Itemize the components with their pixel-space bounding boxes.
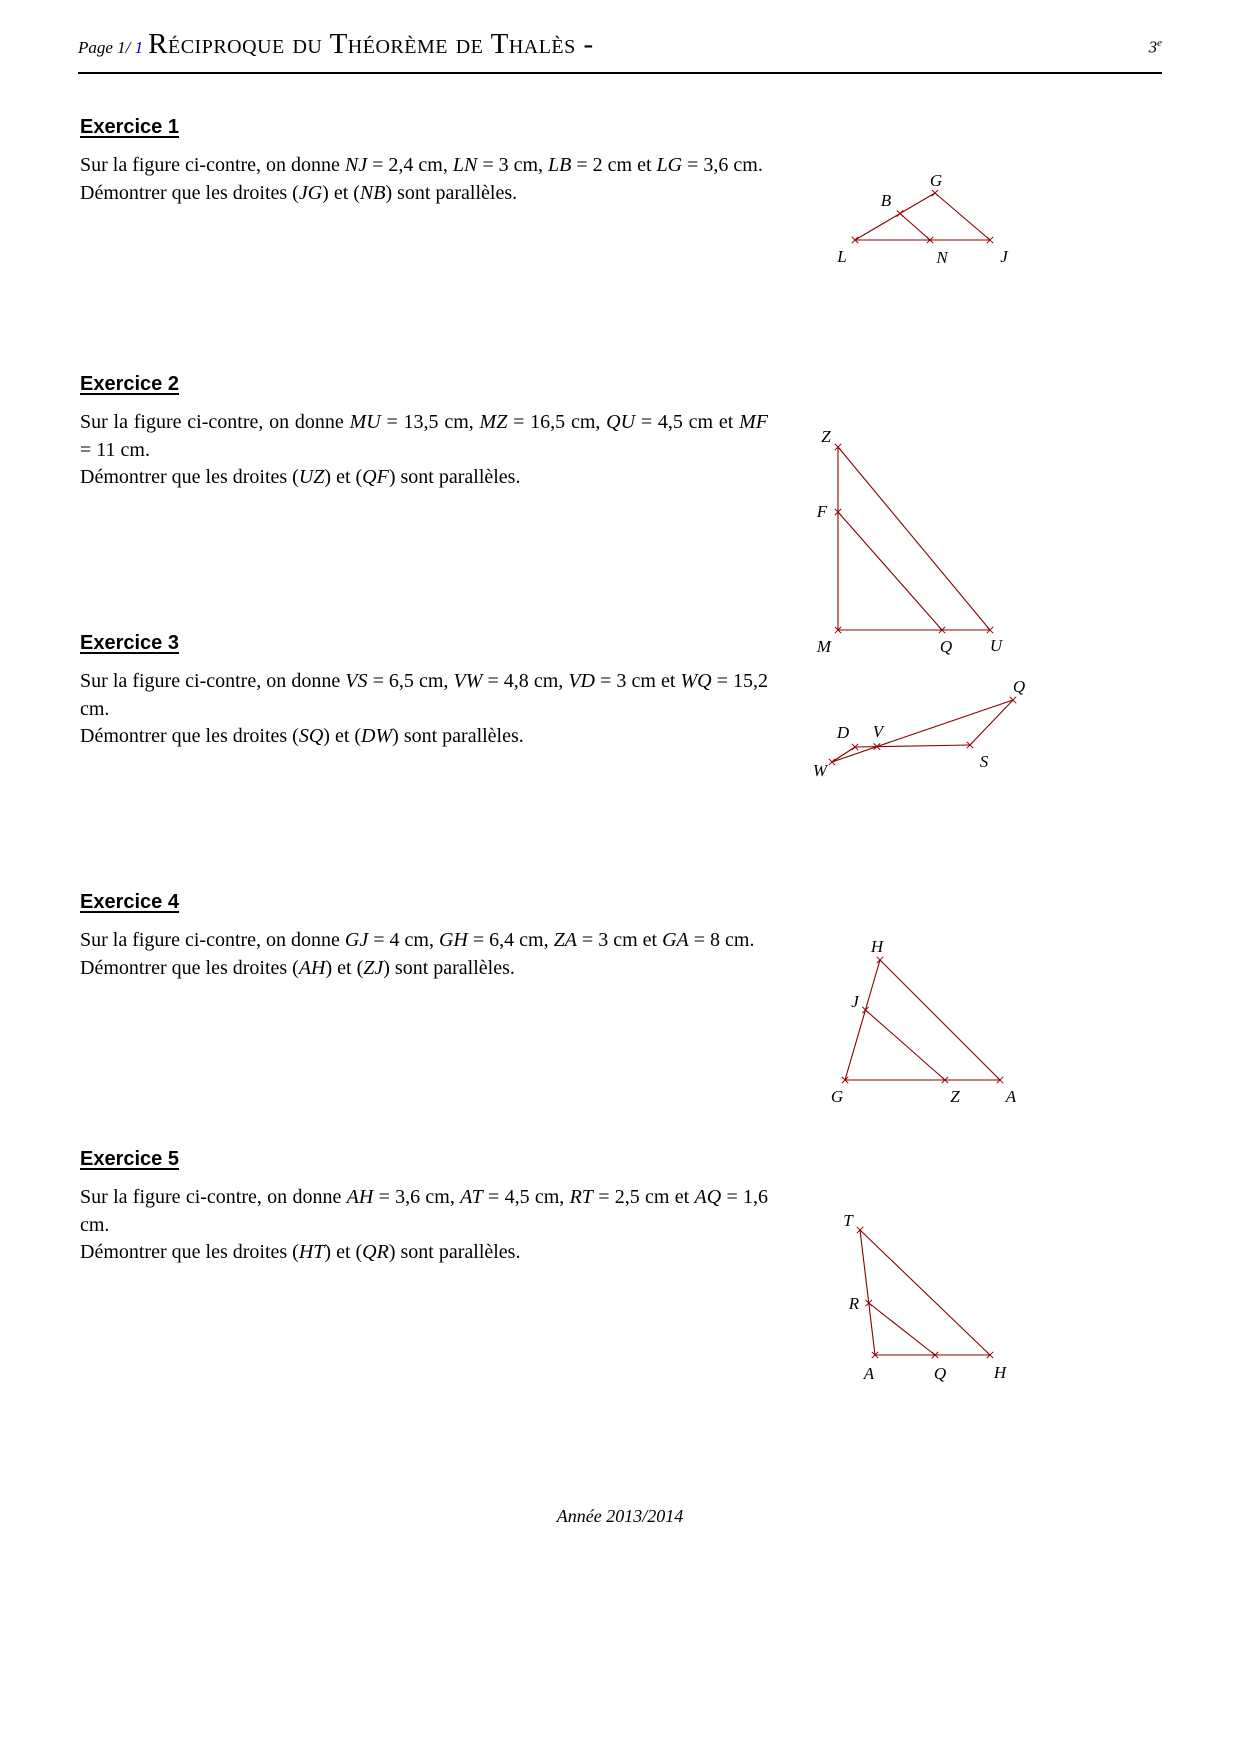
point-label-J: J [851,992,859,1011]
triangle-A-T-H [840,1205,1015,1390]
math-symbol: LG [656,154,683,176]
point-label-Q: Q [939,637,953,656]
text-run: ) sont parallèles. [383,956,515,979]
math-symbol: WQ [680,670,712,692]
point-label-Z: Z [950,1087,960,1106]
text-run: Démontrer que les droites ( [80,956,299,979]
text-run: Démontrer que les droites ( [80,1241,299,1263]
text-run: Démontrer que les droites ( [80,725,299,747]
grade-number: 3 [1148,38,1158,57]
exercise-3-title: Exercice 3 [80,632,179,654]
page-number-label: Page 1/ [78,38,135,57]
exercise-1 [80,114,770,207]
text-run: = 4,5 cm et [635,411,740,433]
math-symbol: VW [453,670,483,692]
point-label-U: U [989,636,1003,655]
point-label-Q: Q [933,1364,947,1383]
figure-exercise-5 [840,1205,1015,1390]
text-run: = 6,5 cm, [367,670,454,692]
grade-superscript: e [1157,37,1162,50]
point-label-G: G [830,1087,844,1106]
figure-line-JZ [866,1010,946,1080]
text-run: ) et ( [324,466,363,488]
text-run: = 16,5 cm, [507,411,607,433]
text-run: Sur la figure ci-contre, on donne [80,670,346,692]
text-run: = 2,5 cm et [592,1186,695,1208]
figure-line-BN [900,214,930,241]
text-run: ) sont parallèles. [388,1241,521,1263]
figure-line-LG [855,193,935,240]
math-symbol: MZ [479,411,508,433]
point-label-T: T [843,1211,853,1230]
point-label-S: S [979,752,989,771]
figure-line-WD [832,747,855,762]
math-symbol: AH [346,1186,374,1208]
math-symbol: ZJ [363,956,384,979]
point-label-Q: Q [1012,677,1026,696]
header-rule [78,72,1162,74]
page-footer [0,1506,1240,1527]
figure-line-TH [860,1230,990,1355]
text-run: = 3 cm, [477,154,549,176]
exercise-4 [80,889,770,982]
text-run: Démontrer que les droites ( [80,466,299,488]
figure-exercise-3 [812,672,1032,782]
exercise-3-statement [80,668,768,723]
figure-exercise-2 [812,422,1007,657]
math-symbol: AQ [694,1186,722,1208]
math-symbol: LB [548,154,572,176]
math-symbol: GA [662,929,689,951]
page-link[interactable]: 1 [134,38,144,57]
text-run: = 8 cm. [688,929,755,951]
math-symbol: MF [739,411,768,433]
figure-exercise-4 [830,930,1020,1106]
butterfly-V-DW-SQ [812,672,1032,782]
point-label-J: J [1000,247,1008,266]
math-symbol: QR [362,1241,389,1263]
math-symbol: AT [460,1186,483,1208]
math-symbol: SQ [298,725,324,747]
exercise-5 [80,1146,770,1267]
grade-level [1149,37,1162,58]
text-run: = 6,4 cm, [467,929,554,951]
math-symbol: VS [345,670,368,692]
exercise-5-statement [80,1184,768,1239]
text-run: ) et ( [322,181,360,204]
figure-line-AT [860,1230,875,1355]
point-label-V: V [872,722,884,741]
point-label-H: H [993,1363,1007,1382]
text-run: ) sont parallèles. [388,466,521,488]
math-symbol: MU [349,411,381,433]
figure-line-GH [845,960,880,1080]
exercise-1-task [80,180,768,208]
exercise-2 [80,371,770,492]
exercise-3 [80,630,770,751]
text-run: = 3 cm et [576,929,663,951]
exercise-4-title: Exercice 4 [80,891,179,913]
text-run: = 11 cm. [80,438,150,461]
figure-line-HA [880,960,1000,1080]
text-run: ) et ( [325,956,364,979]
point-label-B: B [880,191,892,210]
point-label-H: H [870,937,884,956]
page-number [78,38,143,58]
exercise-2-title: Exercice 2 [80,373,179,395]
text-run: Sur la figure ci-contre, on donne [80,154,345,176]
text-run: Sur la figure ci-contre, on donne [80,929,345,951]
exercise-1-statement [80,152,768,180]
text-run: = 2 cm et [571,154,657,176]
point-label-N: N [936,248,948,267]
triangle-G-H-A [830,930,1020,1106]
text-run: ) sont parallèles. [385,181,518,204]
text-run: = 15,2 cm. [80,670,768,720]
math-symbol: DW [361,725,393,747]
exercise-1-title: Exercice 1 [80,116,179,138]
text-run: = 3,6 cm. [682,154,763,176]
math-symbol: GH [438,929,468,951]
footer-year: Année 2013/2014 [556,1506,684,1526]
math-symbol: GJ [344,929,369,951]
text-run: = 4,8 cm, [482,670,569,692]
figure-exercise-1 [828,160,1028,270]
text-run: = 4,5 cm, [482,1186,570,1208]
point-label-G: G [929,171,943,190]
exercise-5-title: Exercice 5 [80,1148,179,1170]
point-label-D: D [836,723,850,742]
math-symbol: NJ [344,154,368,176]
page-header [78,30,1162,59]
figure-line-SQ [970,700,1013,745]
math-symbol: RT [569,1186,593,1208]
text-run: ) et ( [324,1241,363,1263]
math-symbol: NB [359,181,386,204]
figure-line-FQ [838,512,942,630]
text-run: = 13,5 cm, [380,411,480,433]
text-run: Démontrer que les droites ( [80,181,299,204]
text-run: Sur la figure ci-contre, on donne [80,1186,347,1208]
math-symbol: QU [606,411,636,433]
text-run: = 3,6 cm, [373,1186,461,1208]
point-label-F: F [816,502,828,521]
exercise-5-task [80,1239,768,1267]
exercise-3-task [80,723,768,751]
exercise-2-task [80,464,768,492]
document-title: Réciproque du Théorème de Thalès - [148,28,594,60]
point-label-L: L [837,247,847,266]
text-run: = 1,6 cm. [80,1186,768,1236]
math-symbol: VD [568,670,596,692]
exercise-4-task [80,955,768,983]
header-left [78,30,594,59]
figure-line-GJ [935,193,990,240]
math-symbol: LN [452,154,478,176]
math-symbol: ZA [553,929,577,951]
text-run: ) sont parallèles. [392,725,524,747]
triangle-M-Z-U [812,422,1007,657]
figure-line-DS [855,745,970,747]
point-label-Z: Z [821,427,831,446]
point-label-M: M [816,637,832,656]
math-symbol: UZ [298,466,325,488]
point-label-W: W [812,761,828,780]
point-label-A: A [863,1364,875,1383]
math-symbol: AH [298,956,326,979]
point-label-A: A [1005,1087,1017,1106]
text-run: Sur la figure ci-contre, on donne [80,411,350,433]
math-symbol: JG [298,181,323,204]
figure-line-RQ [869,1303,935,1355]
text-run: = 4 cm, [368,929,439,951]
point-label-R: R [848,1294,860,1313]
text-run: ) et ( [323,725,362,747]
math-symbol: QF [362,466,389,488]
exercise-2-statement [80,409,768,464]
text-run: = 2,4 cm, [367,154,453,176]
math-symbol: HT [298,1241,325,1263]
text-run: = 3 cm et [595,670,681,692]
exercise-4-statement [80,927,768,955]
triangle-L-G-J [828,160,1028,270]
